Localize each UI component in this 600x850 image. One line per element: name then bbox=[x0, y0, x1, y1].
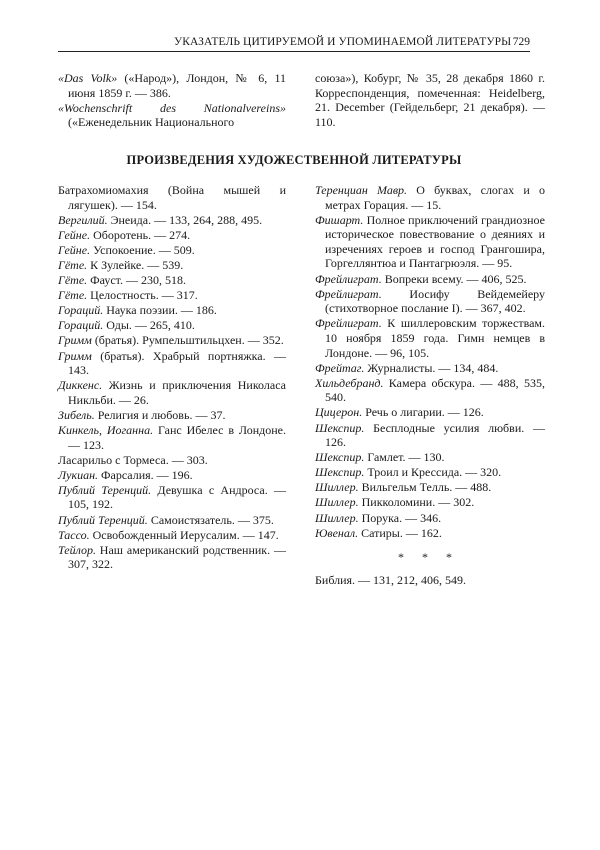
author-name: Шиллер. bbox=[315, 495, 359, 510]
list-item bbox=[58, 71, 286, 100]
work-title: Самоистязатель. — 375. bbox=[147, 512, 274, 527]
author-name: Шекспир. bbox=[315, 450, 365, 465]
work-title: Батрахомиомахия (Война мышей и лягушек). — 154. bbox=[58, 183, 286, 212]
author-name: Цицерон. bbox=[315, 405, 363, 420]
author-name: Вергилий. bbox=[58, 212, 108, 227]
work-title: Освобожденный Иерусалим. — 147. bbox=[89, 527, 279, 542]
author-name: Гораций. bbox=[58, 318, 104, 333]
author-name: Публий Теренций. bbox=[58, 482, 152, 497]
list-item bbox=[58, 349, 286, 378]
author-name: Тейлор. bbox=[58, 542, 96, 557]
list-item bbox=[315, 376, 545, 405]
work-title: Иосифу Вейдемейеру (стихотворное послание I). — 367, 402. bbox=[325, 286, 545, 316]
author-name: Шиллер. bbox=[315, 480, 359, 495]
list-item bbox=[315, 495, 545, 510]
list-item bbox=[315, 272, 545, 287]
list-item bbox=[315, 361, 545, 376]
work-title: Порука. — 346. bbox=[358, 510, 442, 525]
list-item bbox=[315, 465, 545, 480]
author-name: Шиллер. bbox=[315, 510, 359, 525]
list-item bbox=[58, 243, 286, 258]
list-item bbox=[58, 303, 286, 318]
work-title: Энеида. — 133, 264, 288, 495. bbox=[107, 212, 263, 227]
periodical-title: «Das Volk» bbox=[58, 71, 118, 85]
author-name: Диккенс. bbox=[58, 378, 103, 393]
list-item bbox=[58, 318, 286, 333]
bible-entry: Библия. — 131, 212, 406, 549. bbox=[315, 572, 467, 587]
list-item bbox=[315, 405, 545, 420]
work-title: Фауст. — 230, 518. bbox=[87, 273, 187, 288]
work-title: Наука поэзии. — 186. bbox=[103, 303, 217, 318]
work-title: (братья). Храбрый портняжка. — 143. bbox=[68, 348, 286, 378]
periodical-text: («Еженедельник Национального bbox=[68, 115, 235, 130]
work-title: Камера обскура. — 488, 535, 540. bbox=[325, 375, 545, 405]
author-name: Публий Теренций. bbox=[58, 512, 148, 527]
work-title: Оборотень. — 274. bbox=[90, 227, 191, 242]
list-item bbox=[315, 287, 545, 316]
author-name: Теренциан Мавр. bbox=[315, 183, 408, 197]
list-item bbox=[315, 450, 545, 465]
work-title: Ласарильо с Тормеса. — 303. bbox=[58, 452, 208, 467]
author-name: Шекспир. bbox=[315, 420, 365, 435]
header-rule bbox=[58, 51, 530, 52]
list-item bbox=[315, 421, 545, 450]
author-name: Гёте. bbox=[58, 273, 88, 288]
list-item bbox=[58, 288, 286, 303]
work-title: Бесплодные усилия любви. — 126. bbox=[325, 420, 545, 450]
list-item bbox=[58, 483, 286, 512]
list-item bbox=[58, 273, 286, 288]
author-name: Хильдебранд. bbox=[315, 375, 384, 390]
author-name: Гейне. bbox=[58, 227, 91, 242]
author-name: Гёте. bbox=[58, 288, 88, 303]
author-name: Фрейлиграт. bbox=[315, 316, 382, 331]
list-item bbox=[58, 453, 286, 468]
author-name: Фрейлиграт. bbox=[315, 286, 382, 301]
page-number: 729 bbox=[512, 36, 530, 48]
continuation-text: союза»), Кобург, № 35, 28 декабря 1860 г. Корреспонденция, помеченная: Heidelberg, 21. December (Гейдельберг, 21 декабря). — 110. bbox=[315, 71, 545, 129]
author-name: Тассо. bbox=[58, 527, 90, 542]
list-item bbox=[58, 378, 286, 407]
list-item bbox=[58, 513, 286, 528]
author-name: Фишарт. bbox=[315, 212, 364, 227]
work-title: Религия и любовь. — 37. bbox=[94, 407, 226, 422]
work-title: Наш американский родственник. — 307, 322. bbox=[68, 542, 286, 572]
author-name: Гримм bbox=[58, 333, 92, 348]
work-title: Журналисты. — 134, 484. bbox=[364, 360, 499, 375]
star-glyph: * bbox=[446, 550, 462, 565]
section-divider-stars bbox=[315, 550, 545, 565]
work-title: Троил и Крессида. — 320. bbox=[364, 465, 502, 480]
author-name: Гёте. bbox=[58, 257, 88, 272]
author-name: Гораций. bbox=[58, 303, 104, 318]
author-name: Шекспир. bbox=[315, 465, 365, 480]
list-item bbox=[58, 101, 286, 130]
periodical-text: («Народ»), Лондон, № 6, 11 июня 1859 г. — 386. bbox=[68, 71, 287, 100]
running-header bbox=[58, 35, 530, 49]
periodical-title: «Wochenschrift des Nationalvereins» bbox=[58, 100, 286, 115]
work-title: (братья). Румпельштильцхен. — 352. bbox=[91, 333, 284, 348]
list-item bbox=[315, 316, 545, 360]
work-title: О буквах, слогах и о метрах Горация. — 15. bbox=[325, 183, 545, 212]
fiction-list-left bbox=[58, 183, 286, 572]
work-title: Фарсалия. — 196. bbox=[98, 467, 193, 482]
work-title: Сатиры. — 162. bbox=[358, 525, 442, 540]
author-name: Лукиан. bbox=[58, 467, 99, 482]
list-item bbox=[58, 228, 286, 243]
list-item bbox=[315, 213, 545, 271]
work-title: Жизнь и приключения Николаса Никльби. — 26. bbox=[68, 378, 286, 407]
work-title: Ганс Ибелес в Лондоне. — 123. bbox=[68, 423, 286, 452]
work-title: Речь о лигарии. — 126. bbox=[362, 405, 484, 420]
fiction-list-right bbox=[315, 183, 545, 588]
list-item bbox=[58, 543, 286, 572]
work-title: Оды. — 265, 410. bbox=[103, 318, 195, 333]
work-title: Успокоение. — 509. bbox=[90, 242, 195, 257]
section-title: ПРОИЗВЕДЕНИЯ ХУДОЖЕСТВЕННОЙ ЛИТЕРАТУРЫ bbox=[126, 153, 462, 167]
running-title: УКАЗАТЕЛЬ ЦИТИРУЕМОЙ И УПОМИНАЕМОЙ ЛИТЕРАТУРЫ bbox=[174, 36, 512, 48]
list-item bbox=[58, 258, 286, 273]
list-item bbox=[58, 408, 286, 423]
list-item bbox=[315, 480, 545, 495]
author-name: Кинкель, Иоганна. bbox=[58, 423, 154, 437]
author-name: Ювенал. bbox=[315, 525, 359, 540]
work-title: К шиллеровским торжествам. 10 ноября 1859 года. Гимн немцев в Лондоне. — 96, 105. bbox=[325, 316, 545, 360]
work-title: Пикколомини. — 302. bbox=[358, 495, 475, 510]
work-title: К Зулейке. — 539. bbox=[87, 257, 184, 272]
work-title: Вильгельм Телль. — 488. bbox=[358, 480, 492, 495]
author-name: Зибель. bbox=[58, 407, 95, 422]
work-title: Вопреки всему. — 406, 525. bbox=[381, 271, 527, 286]
author-name: Гейне. bbox=[58, 242, 91, 257]
work-title: Полное приключений грандиозное историческое повествование о деяниях и изречениях героев и господ Грангошира, Горгеллянтюа и Пантагрюэля. — 95. bbox=[325, 212, 545, 271]
list-item bbox=[58, 468, 286, 483]
periodicals-continued-left bbox=[58, 71, 286, 130]
work-title: Гамлет. — 130. bbox=[364, 450, 445, 465]
work-title: Девушка с Андроса. — 105, 192. bbox=[68, 482, 287, 512]
star-glyph: * bbox=[422, 550, 438, 565]
list-item bbox=[58, 423, 286, 452]
star-glyph: * bbox=[398, 550, 414, 565]
list-item bbox=[58, 183, 286, 212]
periodicals-continued-right bbox=[315, 71, 545, 130]
author-name: Фрейтаг. bbox=[315, 360, 365, 375]
list-item bbox=[315, 511, 545, 526]
author-name: Гримм bbox=[58, 348, 92, 363]
work-title: Целостность. — 317. bbox=[87, 288, 198, 303]
list-item bbox=[58, 528, 286, 543]
author-name: Фрейлиграт. bbox=[315, 271, 382, 286]
list-item bbox=[58, 333, 286, 348]
list-item bbox=[315, 183, 545, 212]
list-item bbox=[315, 526, 545, 541]
list-item bbox=[58, 213, 286, 228]
